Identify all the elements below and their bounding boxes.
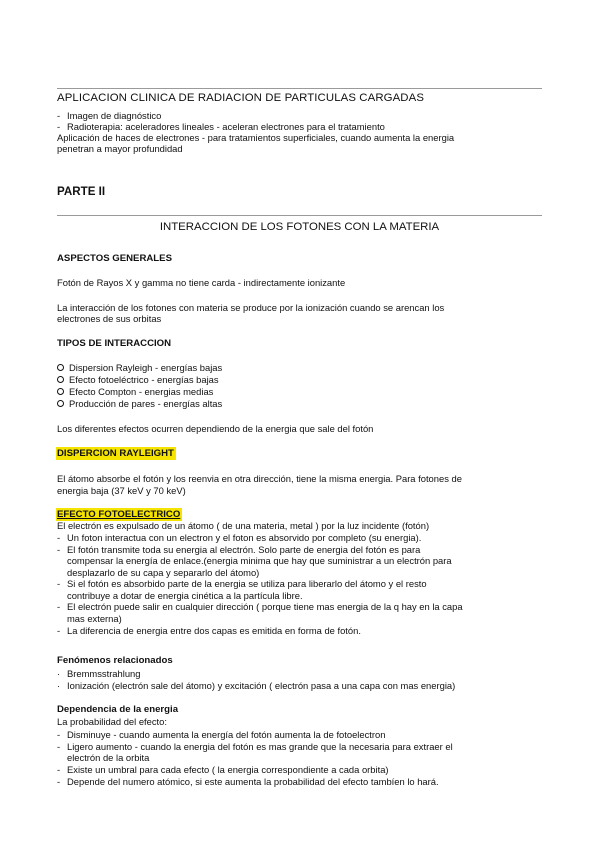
list-item-cont: mas externa) <box>67 613 122 624</box>
paragraph-line: La probabilidad del efecto: <box>57 716 167 727</box>
paragraph-line: Aplicación de haces de electrones - para tratamientos superficiales, cuando aumenta la energia <box>57 132 455 143</box>
list-item: - Un foton interactua con un electron y el foton es absorvido por completo (su energia). <box>57 532 422 543</box>
list-item: - El electrón puede salir en cualquier dirección ( porque tiene mas energia de la q hay en la capa <box>57 601 463 612</box>
paragraph-line: energia baja (37 keV y 70 keV) <box>57 485 186 496</box>
top-divider <box>57 88 542 89</box>
paragraph-line: Los diferentes efectos ocurren dependiendo de la energia que sale del fotón <box>57 423 374 434</box>
list-item-cont: contribuye a dotar de energia cinética a la partícula libre. <box>67 590 303 601</box>
list-item: Producción de pares - energías altas <box>57 398 222 410</box>
circle-bullet-icon <box>57 376 64 383</box>
list-item: - La diferencia de energia entre dos capas es emitida en forma de fotón. <box>57 625 361 636</box>
list-item: - Existe un umbral para cada efecto ( la energia correspondiente a cada orbita) <box>57 764 389 775</box>
list-item-cont: electrón de la orbita <box>67 752 150 763</box>
list-item: - Radioterapia: aceleradores lineales - aceleran electrones para el tratamiento <box>57 121 385 132</box>
list-item: Efecto fotoeléctrico - energías bajas <box>57 374 219 386</box>
paragraph-line: Fotón de Rayos X y gamma no tiene carda - indirectamente ionizante <box>57 277 346 288</box>
paragraph-line: penetran a mayor profundidad <box>57 143 183 154</box>
section-title-fotones: INTERACCION DE LOS FOTONES CON LA MATERIA <box>159 221 440 233</box>
heading-fotoelectrico: EFECTO FOTOELECTRICO <box>57 509 181 520</box>
list-item: - Depende del numero atómico, si este aumenta la probabilidad del efecto tambíen lo hará. <box>57 776 439 787</box>
heading-fenomenos: Fenómenos relacionados <box>57 655 173 666</box>
heading-rayleigh: DISPERCION RAYLEIGHT <box>57 448 174 459</box>
paragraph-line: La interacción de los fotones con materia se produce por la ionización cuando se arencan los <box>57 302 445 313</box>
list-item: - Imagen de diagnóstico <box>57 110 162 121</box>
section-title-particulas: APLICACION CLINICA DE RADIACION DE PARTICULAS CARGADAS <box>57 92 425 104</box>
list-item: Dispersion Rayleigh - energías bajas <box>57 362 222 374</box>
section-divider <box>57 215 542 216</box>
list-item: · Ionización (electrón sale del átomo) y excitación ( electrón pasa a una capa con mas energia) <box>57 680 456 691</box>
circle-bullet-icon <box>57 400 64 407</box>
list-item: · Bremmsstrahlung <box>57 668 141 679</box>
heading-tipos: TIPOS DE INTERACCION <box>57 338 172 349</box>
paragraph-line: electrones de sus orbitas <box>57 313 162 324</box>
part-heading: PARTE II <box>57 185 106 198</box>
circle-bullet-icon <box>57 364 64 371</box>
list-item: Efecto Compton - energias medias <box>57 386 213 398</box>
list-item: - Disminuye - cuando aumenta la energía del fotón aumenta la de fotoelectron <box>57 729 386 740</box>
paragraph-line: El átomo absorbe el fotón y los reenvia en otra dirección, tiene la misma energia. Para fotones de <box>57 473 462 484</box>
list-item-cont: desplazarlo de su capa y separarlo del átomo) <box>67 567 260 578</box>
paragraph-line: El electrón es expulsado de un átomo ( de una materia, metal ) por la luz incidente (fotón) <box>57 520 430 531</box>
list-item: - Si el fotón es absorbido parte de la energia se utiliza para liberarlo del átomo y el resto <box>57 578 427 589</box>
list-item-cont: compensar la energía de enlace.(energia minima que hay que suministrar a un electrón para <box>67 555 452 566</box>
list-item: - Ligero aumento - cuando la energia del fotón es mas grande que la necesaria para extraer el <box>57 741 453 752</box>
list-item: - El fotón transmite toda su energia al electrón. Solo parte de energia del fotón es para <box>57 544 421 555</box>
heading-aspectos: ASPECTOS GENERALES <box>57 253 172 264</box>
circle-bullet-icon <box>57 388 64 395</box>
heading-dependencia: Dependencia de la energia <box>57 704 179 715</box>
